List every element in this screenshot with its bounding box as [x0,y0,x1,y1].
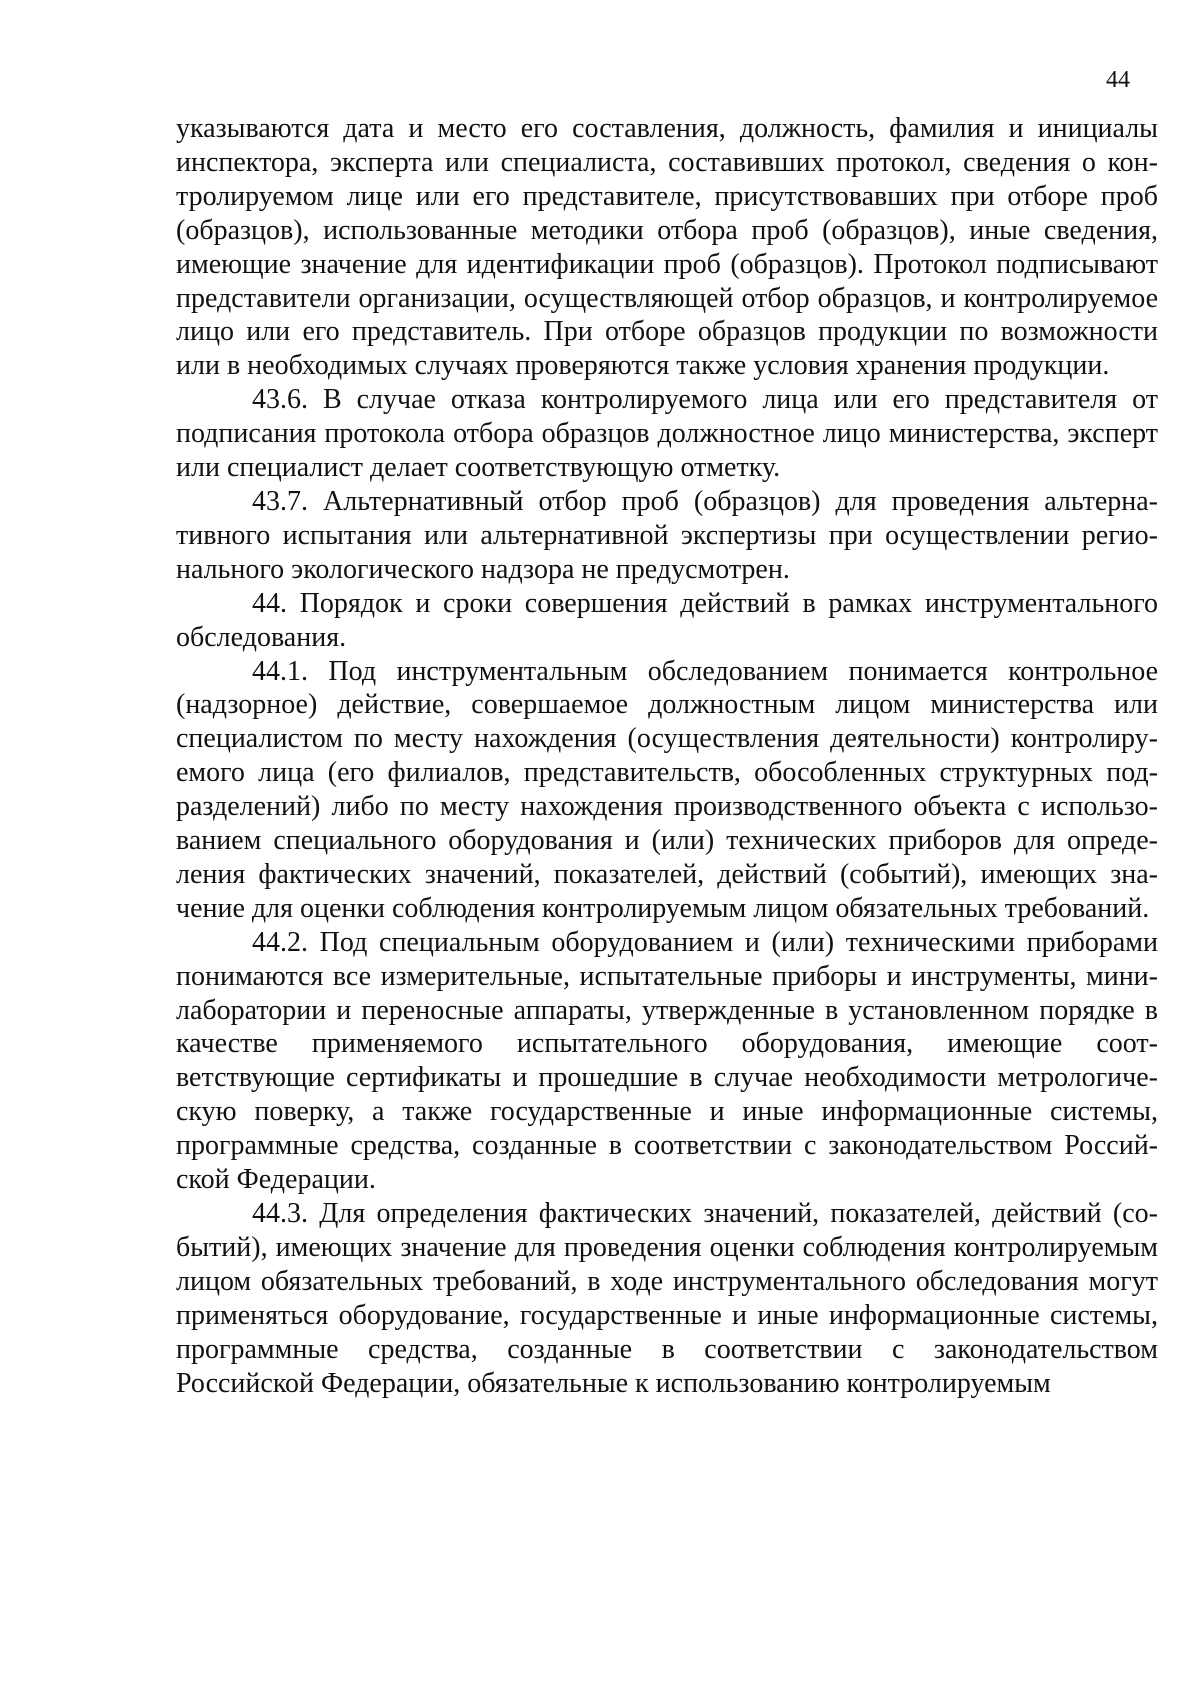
paragraph-44-2: 44.2. Под специальным оборудованием и (или) техническими приборами понимаются все измерительные, испытательные приборы и инструменты, мини-лаборатории и переносные аппараты, утвержденные в установленном порядке в качестве применяемого испытательного оборудования, имеющие соответствующие сертификаты и прошедшие в случае необходимости метрологическую поверку, а также государственные и иные информационные системы, программные средства, созданные в соответствии с законодательством Российской Федерации. [176,926,1158,1196]
paragraph-continuation: указываются дата и место его составления, должность, фамилия и инициалы инспектора, эксперта или специалиста, составивших протокол, сведения о контролируемом лице или его представителе, присутствовавших при отборе проб (образцов), использованные методики отбора проб (образцов), иные сведения, имеющие значение для идентификации проб (образцов). Протокол подписывают представители организации, осуществляющей отбор образцов, и контролируемое лицо или его представитель. При отборе образцов продукции по возможности или в необходимых случаях проверяются также условия хранения продукции. [176,113,1158,382]
paragraph-43-7: 43.7. Альтернативный отбор проб (образцов) для проведения альтернативного испытания или альтернативной экспертизы при осуществлении регионального экологического надзора не предусмотрен. [176,485,1158,585]
paragraph-43-6: 43.6. В случае отказа контролируемого лица или его представителя от подписания протокола отбора образцов должностное лицо министерства, эксперт или специалист делает соответствующую отметку. [176,384,1158,484]
paragraph-44-1: 44.1. Под инструментальным обследованием понимается контрольное (надзорное) действие, совершаемое должностным лицом министерства или специалистом по месту нахождения (осуществления деятельности) контролируемого лица (его филиалов, представительств, обособленных структурных подразделений) либо по месту нахождения производственного объекта с использованием специального оборудования и (или) технических приборов для определения фактических значений, показателей, действий (событий), имеющих значение для оценки соблюдения контролируемым лицом обязательных требований. [176,655,1158,924]
paragraph-44-heading: 44. Порядок и сроки совершения действий в рамках инструментального обследования. [176,587,1158,653]
paragraph-44-3: 44.3. Для определения фактических значений, показателей, действий (событий), имеющих значение для проведения оценки соблюдения контролируемым лицом обязательных требований, в ходе инструментального обследования могут применяться оборудование, государственные и иные информационные системы, программные средства, созданные в соответствии с законодательством Российской Федерации, обязательные к использованию контролируемым [176,1198,1158,1399]
page-number: 44 [1106,67,1130,93]
document-body [176,112,1158,1400]
